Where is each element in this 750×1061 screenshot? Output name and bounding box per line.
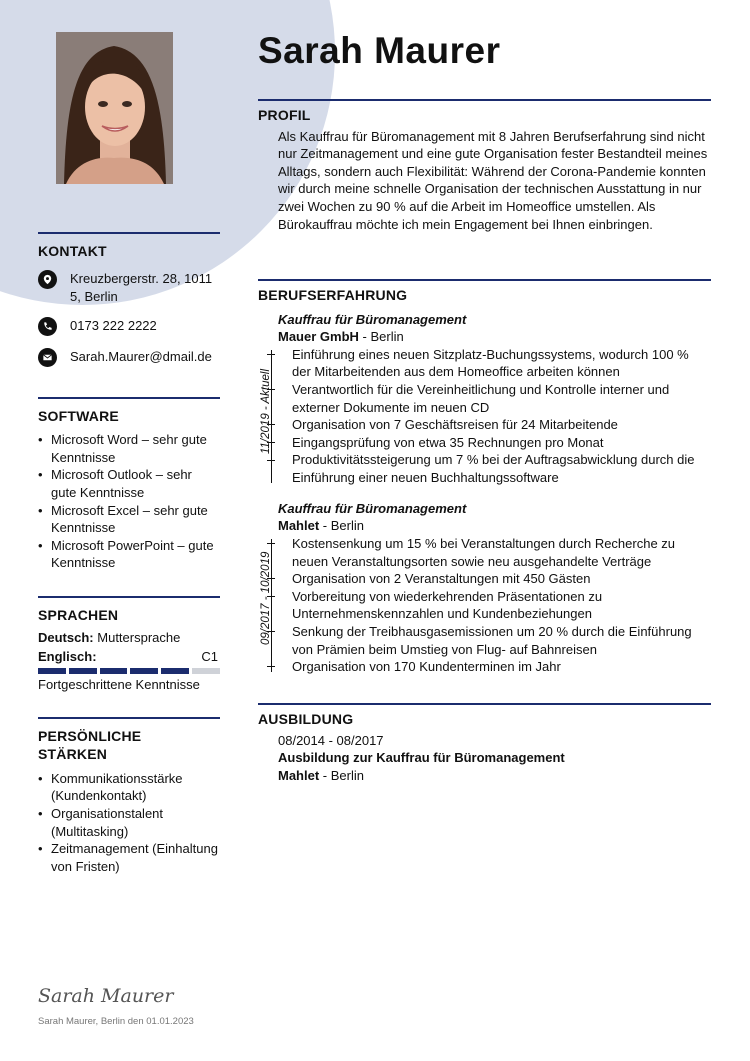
job-bullet: Senkung der Treibhausgasemissionen um 20 % durch die Einführung von Prämien beim Umstieg von Flug- auf Bahnreisen (292, 623, 692, 657)
language-english-label: Englisch (38, 648, 93, 664)
contact-address (38, 270, 220, 305)
language-german-label: Deutsch (38, 629, 90, 645)
job-bullet: Vorbereitung von wiederkehrenden Präsentationen zu Unternehmenskennzahlen und Kundenbeziehungen (292, 588, 603, 622)
mail-icon (38, 348, 57, 367)
profile-text: Als Kauffrau für Büromanagement mit 8 Jahren Berufserfahrung sind nicht nur Zeitmanagement und eine gute Organisation fester Bestandteil meines Alltags, sondern auch Flexibilität: Während der Corona-Pandemie konnten wir durch meine schnelle Organisation der technischen Ausstattung in nur zwei Wochen zu 90 % auf die Arbeit im Homeoffice umstellen. Als Bürokauffrau möchte ich mein Engagement bei Ihnen einbringen. (278, 128, 708, 232)
software-heading: SOFTWARE (38, 408, 119, 425)
email-link[interactable]: Sarah.Maurer@dmail.de (70, 349, 212, 365)
job-bullet: Organisation von 7 Geschäftsreisen für 24 Mitarbeitende (292, 417, 618, 433)
job-dates: 09/2017 - 10/2019 (260, 551, 272, 645)
job-title: Kauffrau für Büromanagement (278, 500, 467, 516)
strengths-list (38, 770, 220, 876)
languages-heading: SPRACHEN (38, 606, 119, 623)
section-divider (38, 596, 220, 598)
experience-section (258, 279, 711, 676)
section-divider (38, 397, 220, 399)
address-text: Kreuzbergerstr. 28, 10115, Berlin (70, 271, 213, 304)
language-level-segment (100, 668, 128, 674)
job-employer: Mahlet - Berlin (278, 518, 364, 534)
language-english-bar (38, 668, 220, 674)
education-dates: 08/2014 - 08/2017 (278, 732, 384, 748)
timeline-tick (267, 460, 275, 461)
language-english: Englisch: C1 (38, 648, 218, 664)
profile-photo-illustration (56, 32, 173, 184)
section-divider (258, 279, 711, 281)
language-level-segment (161, 668, 189, 674)
job-bullet: Einführung eines neuen Sitzplatz-Buchungssystems, wodurch 100 % der Mitarbeitenden aus dem Homeoffice arbeiten können (292, 346, 689, 380)
language-german-level: Muttersprache (97, 629, 181, 645)
section-divider (258, 703, 711, 705)
section-divider (258, 99, 711, 101)
list-item: • Microsoft PowerPoint – gute Kenntnisse (38, 537, 220, 572)
timeline-tick (267, 666, 275, 667)
language-level-segment (38, 668, 66, 674)
experience-heading: BERUFSERFAHRUNG (258, 287, 408, 303)
job-company: Mauer GmbH (278, 329, 359, 345)
language-english-level: C1 (201, 648, 218, 664)
signature-place-date: Sarah Maurer, Berlin den 01.01.2023 (38, 1016, 194, 1027)
left-column (38, 232, 220, 875)
job-timeline (260, 535, 711, 676)
location-pin-icon (38, 270, 57, 289)
education-title: Ausbildung zur Kauffrau für Büromanagement (278, 750, 565, 766)
phone-icon (38, 317, 57, 336)
job-title: Kauffrau für Büromanagement (278, 311, 467, 327)
job-timeline (260, 346, 711, 487)
list-item: • Microsoft Excel – sehr gute Kenntnisse (38, 502, 220, 537)
education-employer: Mahlet - Berlin (278, 767, 364, 783)
contact-phone (38, 317, 220, 336)
list-item: • Kommunikationsstärke (Kundenkontakt) (38, 770, 220, 805)
timeline-tick (267, 354, 275, 355)
job-company: Mahlet (278, 518, 320, 534)
contact-heading: KONTAKT (38, 243, 107, 259)
job-employer: Mauer GmbH - Berlin (278, 329, 404, 345)
language-level-segment (69, 668, 97, 674)
education-heading: AUSBILDUNG (258, 711, 354, 727)
job-bullet: Kostensenkung um 15 % bei Veranstaltungen durch Recherche zu neuen Veranstaltungsorten sowie neu ausgehandelte Verträge (292, 535, 676, 569)
job-bullet: Produktivitätssteigerung um 7 % bei der Auftragsabwicklung durch die Einführung einer neuen Buchhaltungssoftware (292, 452, 695, 485)
job-bullet: Organisation von 2 Veranstaltungen mit 450 Gästen (292, 571, 591, 587)
education-company: Mahlet (278, 767, 320, 783)
job-bullet: Eingangsprüfung von etwa 35 Rechnungen pro Monat (292, 434, 604, 450)
list-item: • Microsoft Word – sehr gute Kenntnisse (38, 431, 220, 466)
job-bullet: Verantwortlich für die Vereinheitlichung und Kontrolle interner und externer Dokumente im neuen CD (292, 381, 670, 415)
phone-text[interactable]: 0173 222 2222 (70, 318, 157, 334)
strengths-heading: PERSÖNLICHE STÄRKEN (38, 727, 142, 762)
education-location: Berlin (330, 767, 364, 783)
section-divider (38, 717, 220, 719)
language-german: Deutsch: Muttersprache (38, 629, 181, 645)
list-item: • Zeitmanagement (Einhaltung von Fristen) (38, 840, 220, 875)
language-english-note: Fortgeschrittene Kenntnisse (38, 677, 200, 693)
language-level-segment (192, 668, 220, 674)
list-item: • Microsoft Outlook – sehr gute Kenntnisse (38, 466, 220, 501)
language-level-segment (130, 668, 158, 674)
section-divider (38, 232, 220, 234)
education-section (258, 703, 711, 784)
job-bullet: Organisation von 170 Kundenterminen im Jahr (292, 659, 561, 675)
list-item: • Organisationstalent (Multitasking) (38, 805, 220, 840)
job-dates: 11/2019 - Aktuell (260, 368, 272, 454)
profile-heading: PROFIL (258, 107, 311, 123)
job-location: Berlin (330, 518, 364, 534)
job-location: Berlin (370, 329, 404, 345)
profile-photo (56, 32, 173, 184)
signature: Sarah Maurer (38, 985, 174, 1007)
candidate-name: Sarah Maurer (258, 30, 501, 71)
timeline-tick (267, 543, 275, 544)
contact-email (38, 348, 220, 367)
profile-section (258, 99, 711, 233)
software-list (38, 431, 220, 572)
